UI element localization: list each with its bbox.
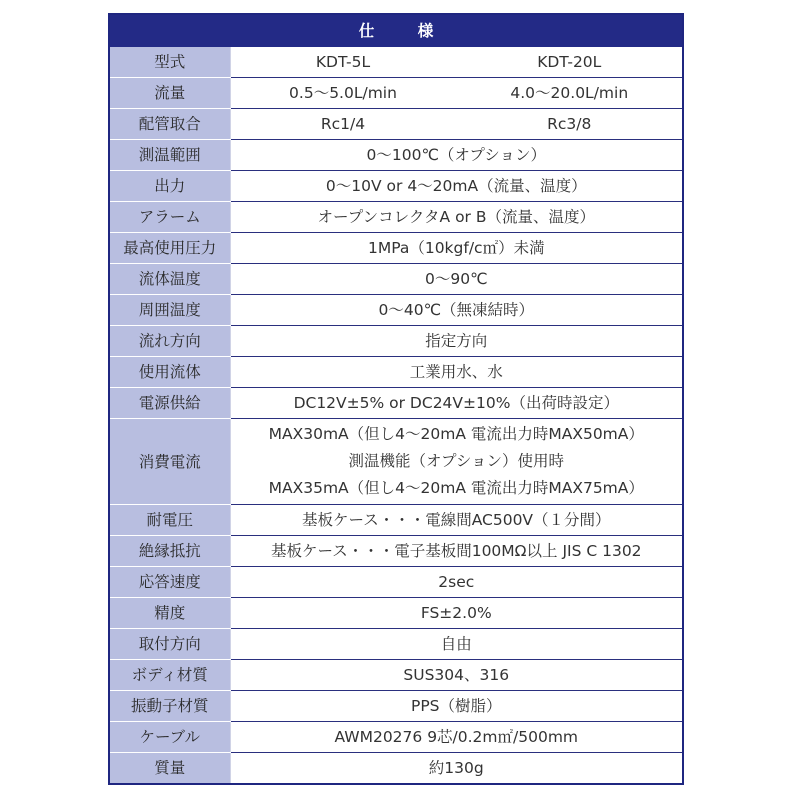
table-row <box>109 722 683 753</box>
row-label: ボディ材質 <box>109 660 230 691</box>
table-row <box>109 357 683 388</box>
row-value: 約130g <box>230 753 683 785</box>
value-kdt-5l: KDT-5L <box>230 47 456 78</box>
row-value: 2sec <box>230 567 683 598</box>
table-row <box>109 140 683 171</box>
table-row <box>109 536 683 567</box>
row-value: 基板ケース・・・電子基板間100MΩ以上 JIS C 1302 <box>230 536 683 567</box>
row-value: 0～10V or 4～20mA（流量、温度） <box>230 171 683 202</box>
row-value: 工業用水、水 <box>230 357 683 388</box>
value-kdt-20l: KDT-20L <box>456 47 683 78</box>
row-value: 基板ケース・・・電線間AC500V（１分間） <box>230 505 683 536</box>
table-row <box>109 202 683 233</box>
row-label: 耐電圧 <box>109 505 230 536</box>
row-value: オープンコレクタA or B（流量、温度） <box>230 202 683 233</box>
row-value: 0～40℃（無凍結時） <box>230 295 683 326</box>
value-kdt-20l: 4.0～20.0L/min <box>456 78 683 109</box>
row-label: 使用流体 <box>109 357 230 388</box>
row-label: 振動子材質 <box>109 691 230 722</box>
table-row <box>109 171 683 202</box>
row-value: SUS304、316 <box>230 660 683 691</box>
row-label: 流量 <box>109 78 230 109</box>
table-row <box>109 109 683 140</box>
table-row <box>109 629 683 660</box>
row-label: 測温範囲 <box>109 140 230 171</box>
row-label: 流れ方向 <box>109 326 230 357</box>
table-row <box>109 388 683 419</box>
row-label: 電源供給 <box>109 388 230 419</box>
table-title: 仕 様 <box>109 14 683 47</box>
row-value: 0～100℃（オプション） <box>230 140 683 171</box>
table-row <box>109 753 683 785</box>
table-row <box>109 78 683 109</box>
table-row <box>109 505 683 536</box>
row-label: 精度 <box>109 598 230 629</box>
row-value: FS±2.0% <box>230 598 683 629</box>
table-row <box>109 598 683 629</box>
row-label: アラーム <box>109 202 230 233</box>
row-label: 絶縁抵抗 <box>109 536 230 567</box>
table-row <box>109 233 683 264</box>
table-row <box>109 326 683 357</box>
row-label: 配管取合 <box>109 109 230 140</box>
row-label: 応答速度 <box>109 567 230 598</box>
table-row <box>109 660 683 691</box>
value-line: MAX30mA（但し4～20mA 電流出力時MAX50mA） <box>268 425 644 443</box>
row-value: PPS（樹脂） <box>230 691 683 722</box>
row-label: 最高使用圧力 <box>109 233 230 264</box>
value-kdt-5l: Rc1/4 <box>230 109 456 140</box>
row-value: AWM20276 9芯/0.2m㎡/500mm <box>230 722 683 753</box>
row-label: 消費電流 <box>109 419 230 505</box>
row-label: 取付方向 <box>109 629 230 660</box>
row-value: 0～90℃ <box>230 264 683 295</box>
row-value: 指定方向 <box>230 326 683 357</box>
row-label: 質量 <box>109 753 230 785</box>
row-label: 型式 <box>109 47 230 78</box>
row-value-multiline <box>230 419 683 505</box>
value-kdt-5l: 0.5～5.0L/min <box>230 78 456 109</box>
spec-table <box>108 13 684 785</box>
row-label: 流体温度 <box>109 264 230 295</box>
row-value: 1MPa（10kgf/c㎡）未満 <box>230 233 683 264</box>
row-value: 自由 <box>230 629 683 660</box>
value-kdt-20l: Rc3/8 <box>456 109 683 140</box>
table-row <box>109 295 683 326</box>
row-label: ケーブル <box>109 722 230 753</box>
row-label: 周囲温度 <box>109 295 230 326</box>
value-line: 測温機能（オプション）使用時 <box>348 452 565 470</box>
table-row <box>109 47 683 78</box>
table-row <box>109 419 683 505</box>
title-row <box>109 14 683 47</box>
table-row <box>109 691 683 722</box>
row-value: DC12V±5% or DC24V±10%（出荷時設定） <box>230 388 683 419</box>
value-line: MAX35mA（但し4～20mA 電流出力時MAX75mA） <box>268 479 644 497</box>
table-row <box>109 264 683 295</box>
table-row <box>109 567 683 598</box>
row-label: 出力 <box>109 171 230 202</box>
